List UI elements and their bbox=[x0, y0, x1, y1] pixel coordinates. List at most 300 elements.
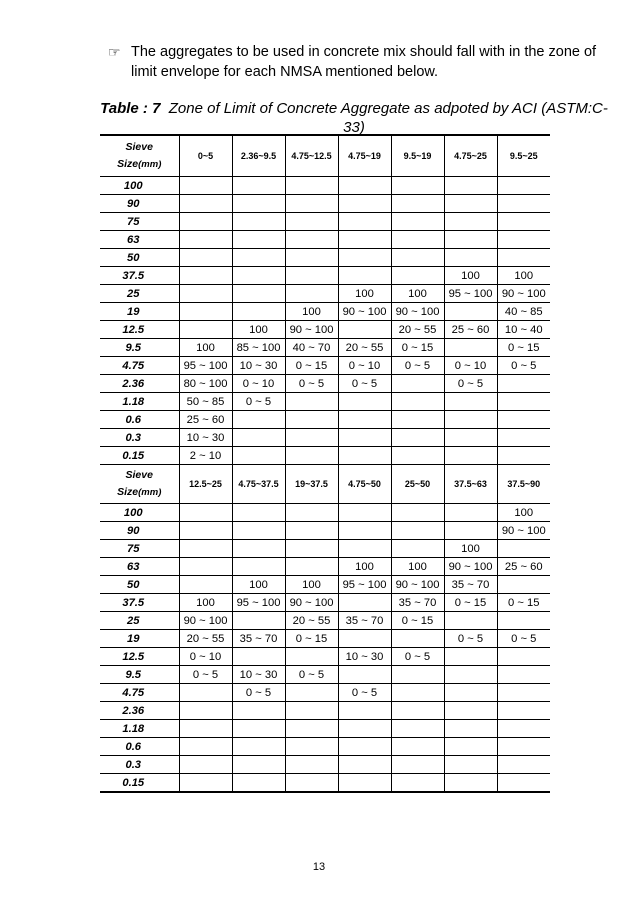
passing-range-cell bbox=[338, 522, 391, 540]
passing-range-cell bbox=[232, 612, 285, 630]
table-row bbox=[100, 504, 550, 522]
passing-range-cell bbox=[497, 774, 550, 793]
passing-range-cell bbox=[391, 231, 444, 249]
passing-range-cell: 100 bbox=[285, 303, 338, 321]
passing-range-cell bbox=[338, 213, 391, 231]
sieve-size-cell: 1.18 bbox=[100, 720, 179, 738]
passing-range-cell bbox=[285, 213, 338, 231]
passing-range-cell bbox=[179, 684, 232, 702]
passing-range-cell bbox=[444, 702, 497, 720]
sieve-size-cell: 63 bbox=[100, 558, 179, 576]
sieve-size-header bbox=[100, 465, 179, 504]
passing-range-cell: 0 ~ 5 bbox=[391, 357, 444, 375]
sieve-size-cell: 4.75 bbox=[100, 684, 179, 702]
passing-range-cell: 0 ~ 15 bbox=[497, 339, 550, 357]
column-header: 25~50 bbox=[391, 465, 444, 504]
passing-range-cell bbox=[285, 231, 338, 249]
passing-range-cell bbox=[391, 213, 444, 231]
size-header-label: Size bbox=[117, 158, 139, 170]
passing-range-cell: 95 ~ 100 bbox=[338, 576, 391, 594]
passing-range-cell: 100 bbox=[179, 594, 232, 612]
passing-range-cell: 80 ~ 100 bbox=[179, 375, 232, 393]
passing-range-cell: 0 ~ 15 bbox=[285, 357, 338, 375]
passing-range-cell bbox=[497, 756, 550, 774]
passing-range-cell bbox=[285, 756, 338, 774]
passing-range-cell: 35 ~ 70 bbox=[232, 630, 285, 648]
passing-range-cell: 35 ~ 70 bbox=[444, 576, 497, 594]
passing-range-cell: 0 ~ 15 bbox=[497, 594, 550, 612]
passing-range-cell bbox=[285, 702, 338, 720]
passing-range-cell: 90 ~ 100 bbox=[338, 303, 391, 321]
passing-range-cell bbox=[497, 177, 550, 195]
passing-range-cell: 0 ~ 5 bbox=[285, 375, 338, 393]
passing-range-cell bbox=[391, 720, 444, 738]
column-header: 4.75~19 bbox=[338, 135, 391, 177]
table-row bbox=[100, 540, 550, 558]
passing-range-cell: 0 ~ 5 bbox=[338, 375, 391, 393]
passing-range-cell bbox=[497, 213, 550, 231]
passing-range-cell: 0 ~ 15 bbox=[391, 612, 444, 630]
table-row bbox=[100, 375, 550, 393]
passing-range-cell bbox=[179, 267, 232, 285]
passing-range-cell: 100 bbox=[338, 558, 391, 576]
table-row bbox=[100, 285, 550, 303]
passing-range-cell: 20 ~ 55 bbox=[285, 612, 338, 630]
column-header: 19~37.5 bbox=[285, 465, 338, 504]
passing-range-cell: 50 ~ 85 bbox=[179, 393, 232, 411]
table-row bbox=[100, 630, 550, 648]
intro-text: The aggregates to be used in concrete mix should fall with in the zone of limit envelope for each NMSA mentioned below. bbox=[131, 44, 597, 80]
table-row bbox=[100, 213, 550, 231]
passing-range-cell bbox=[444, 612, 497, 630]
table-row bbox=[100, 576, 550, 594]
passing-range-cell bbox=[444, 738, 497, 756]
passing-range-cell: 100 bbox=[285, 576, 338, 594]
passing-range-cell: 100 bbox=[497, 267, 550, 285]
sieve-size-cell: 50 bbox=[100, 249, 179, 267]
passing-range-cell: 0 ~ 10 bbox=[338, 357, 391, 375]
passing-range-cell bbox=[444, 195, 497, 213]
passing-range-cell bbox=[391, 702, 444, 720]
passing-range-cell: 100 bbox=[179, 339, 232, 357]
sieve-size-cell: 12.5 bbox=[100, 648, 179, 666]
sieve-size-cell: 0.3 bbox=[100, 429, 179, 447]
passing-range-cell bbox=[285, 393, 338, 411]
passing-range-cell bbox=[179, 522, 232, 540]
passing-range-cell bbox=[391, 195, 444, 213]
passing-range-cell: 0 ~ 10 bbox=[179, 648, 232, 666]
sieve-header-label: Sieve bbox=[125, 469, 153, 481]
sieve-size-cell: 12.5 bbox=[100, 321, 179, 339]
passing-range-cell bbox=[232, 177, 285, 195]
passing-range-cell bbox=[179, 303, 232, 321]
header-row bbox=[100, 465, 550, 504]
passing-range-cell bbox=[232, 504, 285, 522]
sieve-size-cell: 75 bbox=[100, 213, 179, 231]
passing-range-cell: 85 ~ 100 bbox=[232, 339, 285, 357]
sieve-size-cell: 19 bbox=[100, 630, 179, 648]
passing-range-cell bbox=[232, 267, 285, 285]
intro-paragraph bbox=[108, 42, 608, 82]
sieve-size-cell: 25 bbox=[100, 612, 179, 630]
passing-range-cell: 0 ~ 5 bbox=[179, 666, 232, 684]
passing-range-cell bbox=[444, 213, 497, 231]
passing-range-cell bbox=[444, 756, 497, 774]
sieve-size-cell: 2.36 bbox=[100, 702, 179, 720]
sieve-size-cell: 63 bbox=[100, 231, 179, 249]
passing-range-cell bbox=[497, 429, 550, 447]
passing-range-cell bbox=[232, 447, 285, 465]
passing-range-cell bbox=[444, 774, 497, 793]
passing-range-cell bbox=[179, 738, 232, 756]
passing-range-cell bbox=[232, 720, 285, 738]
passing-range-cell bbox=[391, 630, 444, 648]
passing-range-cell: 0 ~ 5 bbox=[338, 684, 391, 702]
gradation-table bbox=[100, 134, 550, 793]
passing-range-cell: 20 ~ 55 bbox=[391, 321, 444, 339]
column-header: 4.75~12.5 bbox=[285, 135, 338, 177]
passing-range-cell bbox=[497, 666, 550, 684]
passing-range-cell: 10 ~ 30 bbox=[338, 648, 391, 666]
passing-range-cell: 0 ~ 5 bbox=[232, 393, 285, 411]
passing-range-cell: 0 ~ 10 bbox=[444, 357, 497, 375]
sieve-size-cell: 9.5 bbox=[100, 339, 179, 357]
passing-range-cell bbox=[232, 213, 285, 231]
passing-range-cell bbox=[285, 411, 338, 429]
passing-range-cell bbox=[391, 774, 444, 793]
passing-range-cell: 35 ~ 70 bbox=[338, 612, 391, 630]
passing-range-cell bbox=[179, 702, 232, 720]
passing-range-cell bbox=[179, 249, 232, 267]
passing-range-cell: 25 ~ 60 bbox=[497, 558, 550, 576]
passing-range-cell: 0 ~ 15 bbox=[444, 594, 497, 612]
sieve-size-cell: 25 bbox=[100, 285, 179, 303]
passing-range-cell bbox=[391, 393, 444, 411]
passing-range-cell bbox=[285, 540, 338, 558]
passing-range-cell bbox=[285, 648, 338, 666]
table-row bbox=[100, 321, 550, 339]
column-header: 37.5~90 bbox=[497, 465, 550, 504]
passing-range-cell bbox=[338, 630, 391, 648]
passing-range-cell bbox=[444, 666, 497, 684]
passing-range-cell bbox=[391, 738, 444, 756]
passing-range-cell bbox=[497, 702, 550, 720]
column-header: 9.5~25 bbox=[497, 135, 550, 177]
passing-range-cell bbox=[338, 756, 391, 774]
passing-range-cell: 35 ~ 70 bbox=[391, 594, 444, 612]
passing-range-cell bbox=[232, 558, 285, 576]
passing-range-cell bbox=[179, 774, 232, 793]
table-row bbox=[100, 666, 550, 684]
passing-range-cell: 95 ~ 100 bbox=[179, 357, 232, 375]
passing-range-cell: 90 ~ 100 bbox=[285, 594, 338, 612]
passing-range-cell bbox=[391, 756, 444, 774]
passing-range-cell bbox=[285, 684, 338, 702]
passing-range-cell bbox=[232, 195, 285, 213]
passing-range-cell bbox=[391, 411, 444, 429]
passing-range-cell: 100 bbox=[338, 285, 391, 303]
passing-range-cell: 10 ~ 30 bbox=[179, 429, 232, 447]
passing-range-cell bbox=[285, 774, 338, 793]
table-title: Zone of Limit of Concrete Aggregate as adpoted by ACI (ASTM:C-33) bbox=[168, 100, 608, 136]
sieve-size-cell: 0.3 bbox=[100, 756, 179, 774]
passing-range-cell bbox=[338, 249, 391, 267]
passing-range-cell bbox=[179, 756, 232, 774]
passing-range-cell bbox=[338, 504, 391, 522]
passing-range-cell bbox=[232, 774, 285, 793]
passing-range-cell bbox=[338, 540, 391, 558]
sieve-size-cell: 0.6 bbox=[100, 738, 179, 756]
passing-range-cell bbox=[232, 756, 285, 774]
passing-range-cell: 25 ~ 60 bbox=[444, 321, 497, 339]
passing-range-cell: 0 ~ 5 bbox=[285, 666, 338, 684]
passing-range-cell bbox=[232, 249, 285, 267]
passing-range-cell: 0 ~ 5 bbox=[232, 684, 285, 702]
passing-range-cell bbox=[497, 738, 550, 756]
passing-range-cell: 0 ~ 15 bbox=[285, 630, 338, 648]
passing-range-cell: 10 ~ 30 bbox=[232, 357, 285, 375]
passing-range-cell bbox=[338, 447, 391, 465]
passing-range-cell bbox=[497, 540, 550, 558]
passing-range-cell: 10 ~ 30 bbox=[232, 666, 285, 684]
passing-range-cell bbox=[179, 576, 232, 594]
passing-range-cell: 90 ~ 100 bbox=[497, 285, 550, 303]
passing-range-cell bbox=[232, 648, 285, 666]
passing-range-cell bbox=[338, 774, 391, 793]
passing-range-cell bbox=[497, 231, 550, 249]
passing-range-cell: 10 ~ 40 bbox=[497, 321, 550, 339]
sieve-size-cell: 9.5 bbox=[100, 666, 179, 684]
passing-range-cell bbox=[391, 540, 444, 558]
column-header: 37.5~63 bbox=[444, 465, 497, 504]
passing-range-cell bbox=[497, 249, 550, 267]
passing-range-cell bbox=[391, 177, 444, 195]
table-row bbox=[100, 303, 550, 321]
passing-range-cell bbox=[391, 249, 444, 267]
table-row bbox=[100, 702, 550, 720]
passing-range-cell: 2 ~ 10 bbox=[179, 447, 232, 465]
passing-range-cell bbox=[444, 648, 497, 666]
passing-range-cell bbox=[338, 411, 391, 429]
table-row bbox=[100, 612, 550, 630]
passing-range-cell: 0 ~ 5 bbox=[497, 357, 550, 375]
passing-range-cell bbox=[444, 393, 497, 411]
passing-range-cell bbox=[444, 411, 497, 429]
sieve-size-cell: 100 bbox=[100, 177, 179, 195]
table-row bbox=[100, 648, 550, 666]
passing-range-cell: 90 ~ 100 bbox=[391, 303, 444, 321]
passing-range-cell bbox=[444, 522, 497, 540]
passing-range-cell bbox=[232, 303, 285, 321]
passing-range-cell bbox=[179, 285, 232, 303]
sieve-size-cell: 75 bbox=[100, 540, 179, 558]
passing-range-cell: 0 ~ 10 bbox=[232, 375, 285, 393]
passing-range-cell bbox=[444, 249, 497, 267]
sieve-size-cell: 90 bbox=[100, 195, 179, 213]
passing-range-cell bbox=[179, 321, 232, 339]
column-header: 4.75~25 bbox=[444, 135, 497, 177]
table-row bbox=[100, 756, 550, 774]
passing-range-cell: 100 bbox=[497, 504, 550, 522]
passing-range-cell bbox=[338, 195, 391, 213]
passing-range-cell: 100 bbox=[444, 267, 497, 285]
sieve-size-cell: 1.18 bbox=[100, 393, 179, 411]
sieve-size-header bbox=[100, 135, 179, 177]
sieve-size-cell: 100 bbox=[100, 504, 179, 522]
passing-range-cell bbox=[232, 702, 285, 720]
passing-range-cell bbox=[232, 285, 285, 303]
passing-range-cell: 100 bbox=[391, 558, 444, 576]
passing-range-cell: 100 bbox=[232, 576, 285, 594]
passing-range-cell bbox=[391, 666, 444, 684]
passing-range-cell: 40 ~ 85 bbox=[497, 303, 550, 321]
passing-range-cell bbox=[232, 411, 285, 429]
passing-range-cell bbox=[285, 504, 338, 522]
header-row bbox=[100, 135, 550, 177]
unit-label: (mm) bbox=[138, 159, 162, 170]
table-row bbox=[100, 357, 550, 375]
passing-range-cell: 95 ~ 100 bbox=[232, 594, 285, 612]
sieve-header-label: Sieve bbox=[125, 141, 153, 153]
passing-range-cell bbox=[179, 213, 232, 231]
passing-range-cell bbox=[285, 285, 338, 303]
page-number: 13 bbox=[312, 861, 326, 873]
table-row bbox=[100, 522, 550, 540]
passing-range-cell bbox=[444, 684, 497, 702]
passing-range-cell bbox=[497, 612, 550, 630]
passing-range-cell bbox=[497, 411, 550, 429]
passing-range-cell bbox=[179, 231, 232, 249]
passing-range-cell: 0 ~ 5 bbox=[444, 375, 497, 393]
passing-range-cell bbox=[391, 684, 444, 702]
passing-range-cell: 40 ~ 70 bbox=[285, 339, 338, 357]
passing-range-cell bbox=[444, 339, 497, 357]
table-label: Table : 7 bbox=[100, 100, 161, 117]
passing-range-cell: 90 ~ 100 bbox=[285, 321, 338, 339]
size-header-label: Size bbox=[117, 486, 139, 498]
passing-range-cell bbox=[338, 177, 391, 195]
passing-range-cell bbox=[338, 393, 391, 411]
passing-range-cell bbox=[497, 195, 550, 213]
passing-range-cell bbox=[391, 375, 444, 393]
passing-range-cell bbox=[444, 177, 497, 195]
passing-range-cell bbox=[497, 375, 550, 393]
passing-range-cell bbox=[497, 576, 550, 594]
passing-range-cell bbox=[391, 522, 444, 540]
column-header: 4.75~50 bbox=[338, 465, 391, 504]
passing-range-cell bbox=[497, 393, 550, 411]
passing-range-cell: 100 bbox=[391, 285, 444, 303]
passing-range-cell bbox=[179, 720, 232, 738]
passing-range-cell bbox=[497, 447, 550, 465]
passing-range-cell bbox=[497, 720, 550, 738]
passing-range-cell bbox=[338, 267, 391, 285]
passing-range-cell bbox=[338, 231, 391, 249]
passing-range-cell bbox=[338, 702, 391, 720]
sieve-size-cell: 0.15 bbox=[100, 774, 179, 793]
passing-range-cell: 25 ~ 60 bbox=[179, 411, 232, 429]
sieve-size-cell: 90 bbox=[100, 522, 179, 540]
passing-range-cell bbox=[179, 177, 232, 195]
sieve-size-cell: 4.75 bbox=[100, 357, 179, 375]
passing-range-cell: 20 ~ 55 bbox=[179, 630, 232, 648]
passing-range-cell: 90 ~ 100 bbox=[391, 576, 444, 594]
passing-range-cell bbox=[232, 231, 285, 249]
column-header: 2.36~9.5 bbox=[232, 135, 285, 177]
passing-range-cell: 90 ~ 100 bbox=[179, 612, 232, 630]
pointing-hand-icon: ☞ bbox=[108, 44, 121, 60]
table-row bbox=[100, 684, 550, 702]
passing-range-cell bbox=[179, 195, 232, 213]
passing-range-cell bbox=[179, 558, 232, 576]
table-row bbox=[100, 447, 550, 465]
passing-range-cell bbox=[391, 267, 444, 285]
passing-range-cell bbox=[285, 177, 338, 195]
passing-range-cell bbox=[285, 447, 338, 465]
sieve-size-cell: 50 bbox=[100, 576, 179, 594]
passing-range-cell bbox=[285, 249, 338, 267]
passing-range-cell bbox=[497, 684, 550, 702]
passing-range-cell bbox=[232, 429, 285, 447]
table-row bbox=[100, 267, 550, 285]
passing-range-cell bbox=[391, 429, 444, 447]
passing-range-cell bbox=[444, 720, 497, 738]
table-row bbox=[100, 177, 550, 195]
passing-range-cell bbox=[338, 594, 391, 612]
table-row bbox=[100, 774, 550, 793]
passing-range-cell bbox=[179, 504, 232, 522]
table-row bbox=[100, 720, 550, 738]
passing-range-cell bbox=[232, 522, 285, 540]
passing-range-cell bbox=[232, 738, 285, 756]
passing-range-cell: 95 ~ 100 bbox=[444, 285, 497, 303]
passing-range-cell bbox=[285, 522, 338, 540]
table-row bbox=[100, 558, 550, 576]
column-header: 0~5 bbox=[179, 135, 232, 177]
passing-range-cell bbox=[285, 558, 338, 576]
passing-range-cell bbox=[232, 540, 285, 558]
passing-range-cell bbox=[285, 267, 338, 285]
sieve-size-cell: 19 bbox=[100, 303, 179, 321]
passing-range-cell: 100 bbox=[232, 321, 285, 339]
table-row bbox=[100, 231, 550, 249]
column-header: 4.75~37.5 bbox=[232, 465, 285, 504]
passing-range-cell: 0 ~ 5 bbox=[497, 630, 550, 648]
table-row bbox=[100, 738, 550, 756]
sieve-size-cell: 0.6 bbox=[100, 411, 179, 429]
table-row bbox=[100, 411, 550, 429]
passing-range-cell: 20 ~ 55 bbox=[338, 339, 391, 357]
passing-range-cell bbox=[338, 429, 391, 447]
passing-range-cell bbox=[338, 720, 391, 738]
sieve-size-cell: 37.5 bbox=[100, 594, 179, 612]
passing-range-cell bbox=[444, 429, 497, 447]
passing-range-cell: 90 ~ 100 bbox=[497, 522, 550, 540]
passing-range-cell bbox=[285, 429, 338, 447]
passing-range-cell bbox=[285, 720, 338, 738]
passing-range-cell bbox=[338, 738, 391, 756]
table-row bbox=[100, 393, 550, 411]
passing-range-cell: 0 ~ 5 bbox=[444, 630, 497, 648]
passing-range-cell: 0 ~ 15 bbox=[391, 339, 444, 357]
table-caption bbox=[100, 99, 608, 137]
table-row bbox=[100, 339, 550, 357]
passing-range-cell bbox=[444, 504, 497, 522]
passing-range-cell bbox=[497, 648, 550, 666]
passing-range-cell bbox=[444, 447, 497, 465]
table-row bbox=[100, 429, 550, 447]
passing-range-cell bbox=[179, 540, 232, 558]
